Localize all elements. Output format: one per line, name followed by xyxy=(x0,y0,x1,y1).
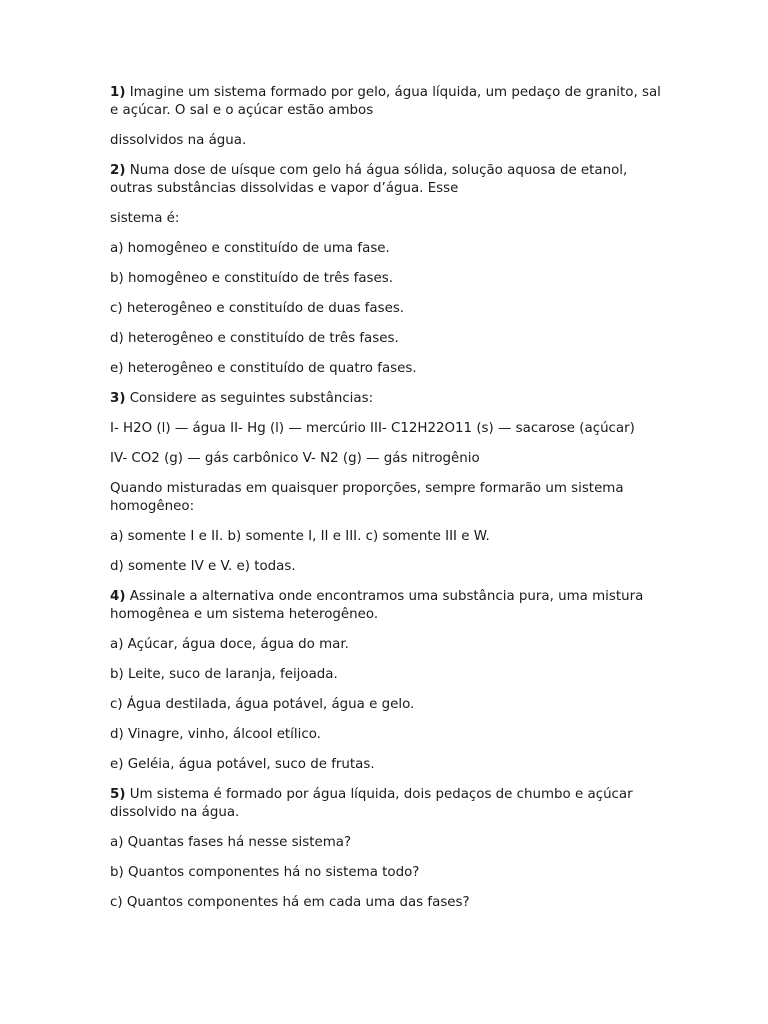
option-q2-c xyxy=(110,300,670,318)
option-text: b) homogêneo e constituído de três fases. xyxy=(110,271,393,286)
paragraph-q1-cont xyxy=(110,132,670,150)
option-text: a) somente I e II. b) somente I, II e III. c) somente III e W. xyxy=(110,529,490,544)
option-q4-b xyxy=(110,666,670,684)
paragraph-text: Numa dose de uísque com gelo há água sólida, solução aquosa de etanol, outras substâncias dissolvidas e vapor d’água. Esse xyxy=(110,163,628,196)
option-text: c) Quantos componentes há em cada uma das fases? xyxy=(110,895,470,910)
paragraph-text: Um sistema é formado por água líquida, dois pedaços de chumbo e açúcar dissolvido na água. xyxy=(110,787,633,820)
question-number: 5) xyxy=(110,787,126,802)
question-number: 3) xyxy=(110,391,126,406)
subquestion-q5-c xyxy=(110,894,670,912)
paragraph-q4 xyxy=(110,588,670,624)
option-text: b) Quantos componentes há no sistema todo? xyxy=(110,865,420,880)
paragraph-text: I- H2O (l) — água II- Hg (l) — mercúrio III- C12H22O11 (s) — sacarose (açúcar) xyxy=(110,421,635,436)
option-text: c) heterogêneo e constituído de duas fases. xyxy=(110,301,405,316)
option-text: b) Leite, suco de laranja, feijoada. xyxy=(110,667,338,682)
option-q4-d xyxy=(110,726,670,744)
option-text: c) Água destilada, água potável, água e gelo. xyxy=(110,697,415,712)
question-number: 1) xyxy=(110,85,126,100)
option-q4-e xyxy=(110,756,670,774)
option-text: d) Vinagre, vinho, álcool etílico. xyxy=(110,727,321,742)
option-text: e) Geléia, água potável, suco de frutas. xyxy=(110,757,375,772)
options-q3-line-1 xyxy=(110,528,670,546)
option-text: a) homogêneo e constituído de uma fase. xyxy=(110,241,390,256)
question-number: 4) xyxy=(110,589,126,604)
option-text: d) heterogêneo e constituído de três fases. xyxy=(110,331,399,346)
substances-line-2 xyxy=(110,450,670,468)
paragraph-text: Assinale a alternativa onde encontramos uma substância pura, uma mistura homogênea e um sistema heterogêneo. xyxy=(110,589,644,622)
option-q2-d xyxy=(110,330,670,348)
paragraph-text: sistema é: xyxy=(110,211,180,226)
subquestion-q5-b xyxy=(110,864,670,882)
option-q2-a xyxy=(110,240,670,258)
document-page xyxy=(110,84,670,924)
substances-line-1 xyxy=(110,420,670,438)
option-q2-e xyxy=(110,360,670,378)
option-q4-c xyxy=(110,696,670,714)
question-number: 2) xyxy=(110,163,126,178)
option-text: e) heterogêneo e constituído de quatro fases. xyxy=(110,361,417,376)
paragraph-text: IV- CO2 (g) — gás carbônico V- N2 (g) — gás nitrogênio xyxy=(110,451,480,466)
option-q4-a xyxy=(110,636,670,654)
paragraph-text: Imagine um sistema formado por gelo, água líquida, um pedaço de granito, sal e açúcar. O sal e o açúcar estão ambos xyxy=(110,85,661,118)
paragraph-text: Quando misturadas em quaisquer proporções, sempre formarão um sistema homogêneo: xyxy=(110,481,624,514)
subquestion-q5-a xyxy=(110,834,670,852)
paragraph-q2 xyxy=(110,162,670,198)
paragraph-q1 xyxy=(110,84,670,120)
option-text: a) Quantas fases há nesse sistema? xyxy=(110,835,352,850)
paragraph-q5 xyxy=(110,786,670,822)
paragraph-q3 xyxy=(110,390,670,408)
paragraph-text: Considere as seguintes substâncias: xyxy=(125,391,374,406)
option-text: d) somente IV e V. e) todas. xyxy=(110,559,296,574)
option-q2-b xyxy=(110,270,670,288)
paragraph-q2-cont xyxy=(110,210,670,228)
paragraph-q3-statement xyxy=(110,480,670,516)
options-q3-line-2 xyxy=(110,558,670,576)
option-text: a) Açúcar, água doce, água do mar. xyxy=(110,637,349,652)
paragraph-text: dissolvidos na água. xyxy=(110,133,247,148)
